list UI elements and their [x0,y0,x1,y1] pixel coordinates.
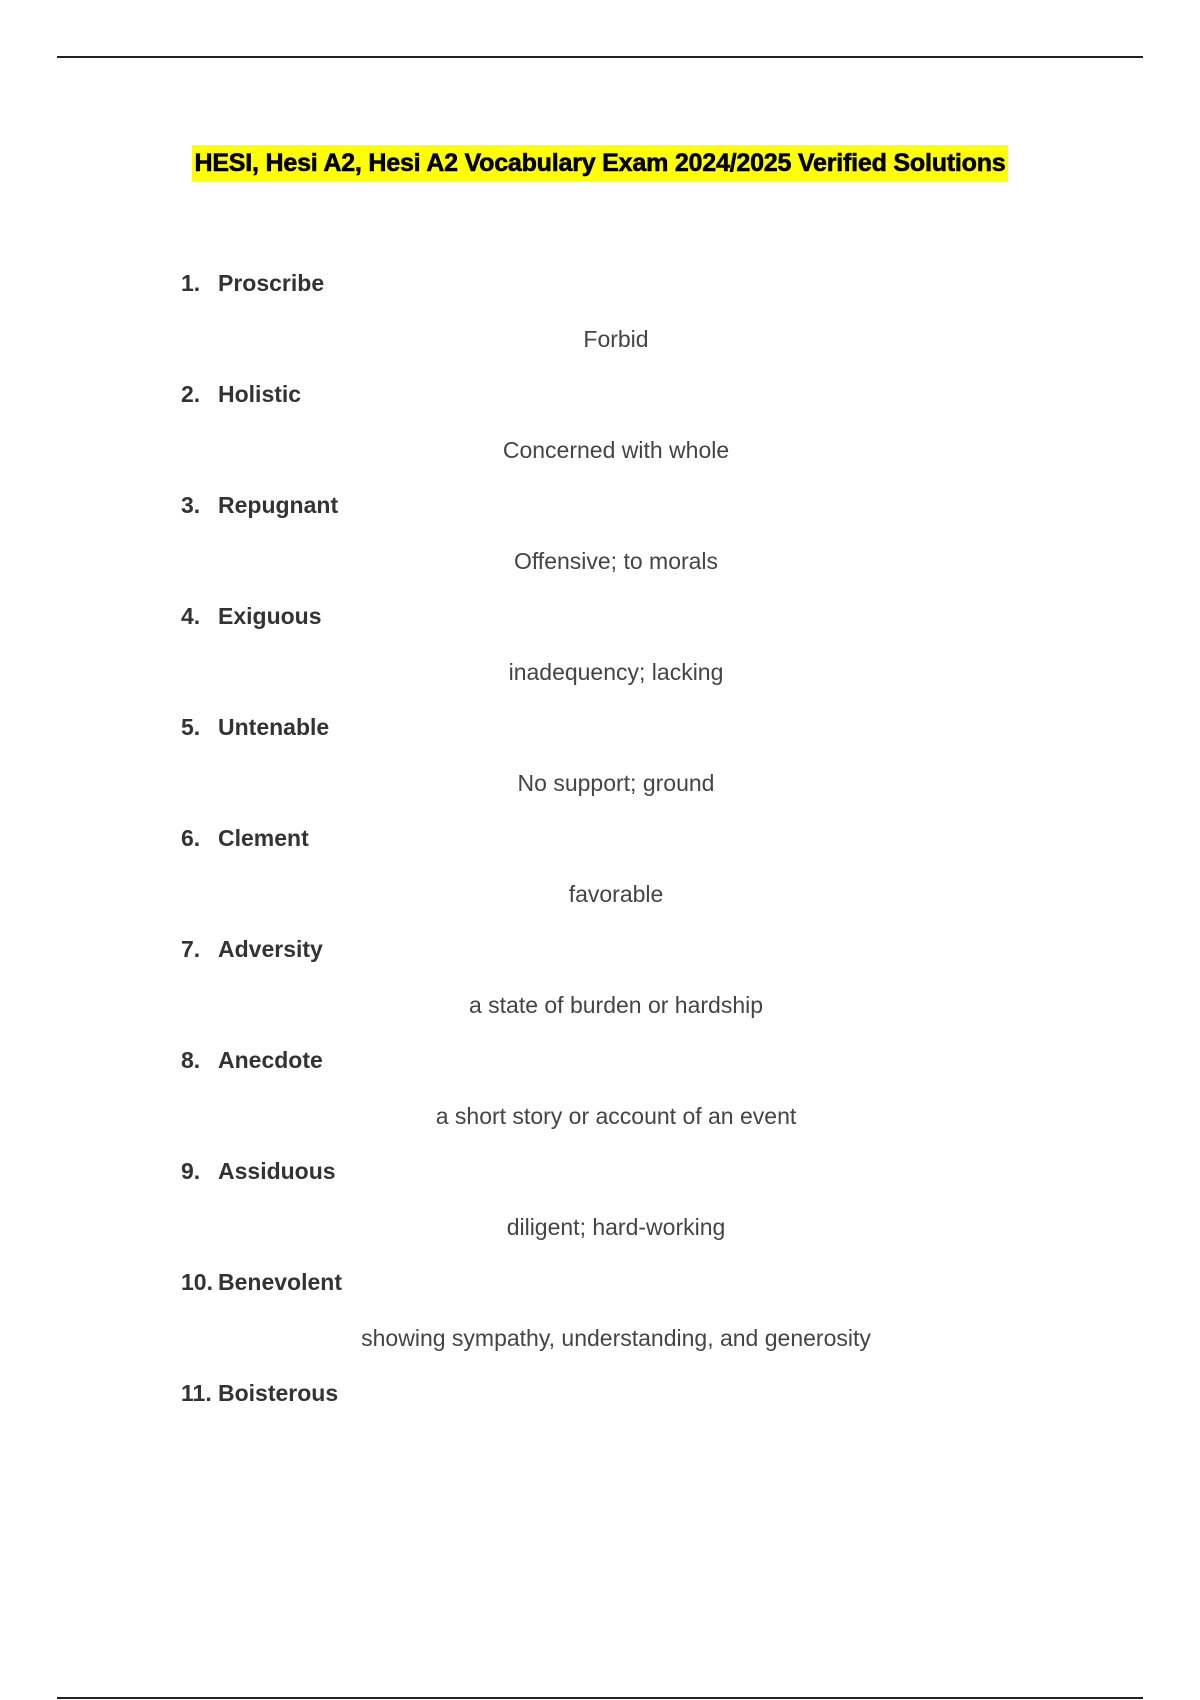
term-word: Anecdote [218,1047,323,1073]
list-item [0,596,1200,707]
term-number: 9. [181,1158,201,1184]
definition: a short story or account of an event [435,1103,797,1129]
definition: inadequency; lacking [508,659,724,685]
definition: favorable [568,881,664,907]
term [181,1151,336,1191]
term-word: Boisterous [218,1380,339,1406]
term-word: Adversity [218,936,323,962]
term-number: 6. [181,825,201,851]
definition: a state of burden or hardship [468,992,764,1018]
list-item [0,1151,1200,1262]
term [181,929,323,969]
term [181,1040,323,1080]
vocabulary-list [0,263,1200,1484]
title-block [0,145,1200,181]
footer-rule [57,1697,1143,1699]
term-number: 2. [181,381,201,407]
definition: No support; ground [517,770,715,796]
list-item [0,485,1200,596]
term-word: Assiduous [218,1158,336,1184]
term-number: 1. [181,270,201,296]
list-item [0,263,1200,374]
term [181,818,309,858]
header-rule [57,56,1143,58]
term-word: Clement [218,825,309,851]
term-number: 8. [181,1047,201,1073]
list-item [0,929,1200,1040]
definition: Offensive; to morals [513,548,719,574]
term [181,485,338,525]
term [181,707,329,747]
term-word: Untenable [218,714,330,740]
term-number: 4. [181,603,201,629]
definition: showing sympathy, understanding, and generosity [361,1325,871,1351]
list-item [0,1373,1200,1484]
term-number: 7. [181,936,201,962]
definition: Concerned with whole [502,437,730,463]
term-number: 11. [181,1380,212,1406]
term-word: Proscribe [218,270,325,296]
definition: diligent; hard-working [506,1214,726,1240]
term-number: 3. [181,492,201,518]
term [181,263,324,303]
term [181,1262,342,1302]
term [181,596,322,636]
document-title: HESI, Hesi A2, Hesi A2 Vocabulary Exam 2024/2025 Verified Solutions [192,145,1007,181]
term-word: Benevolent [218,1269,342,1295]
list-item [0,707,1200,818]
list-item [0,374,1200,485]
term-word: Holistic [218,381,302,407]
list-item [0,1040,1200,1151]
term-number: 10. [181,1269,213,1295]
term [181,1373,338,1413]
term [181,374,301,414]
definition [0,1429,1200,1469]
term-word: Repugnant [218,492,339,518]
term-number: 5. [181,714,201,740]
definition: Forbid [583,326,649,352]
list-item [0,1262,1200,1373]
list-item [0,818,1200,929]
term-word: Exiguous [218,603,322,629]
